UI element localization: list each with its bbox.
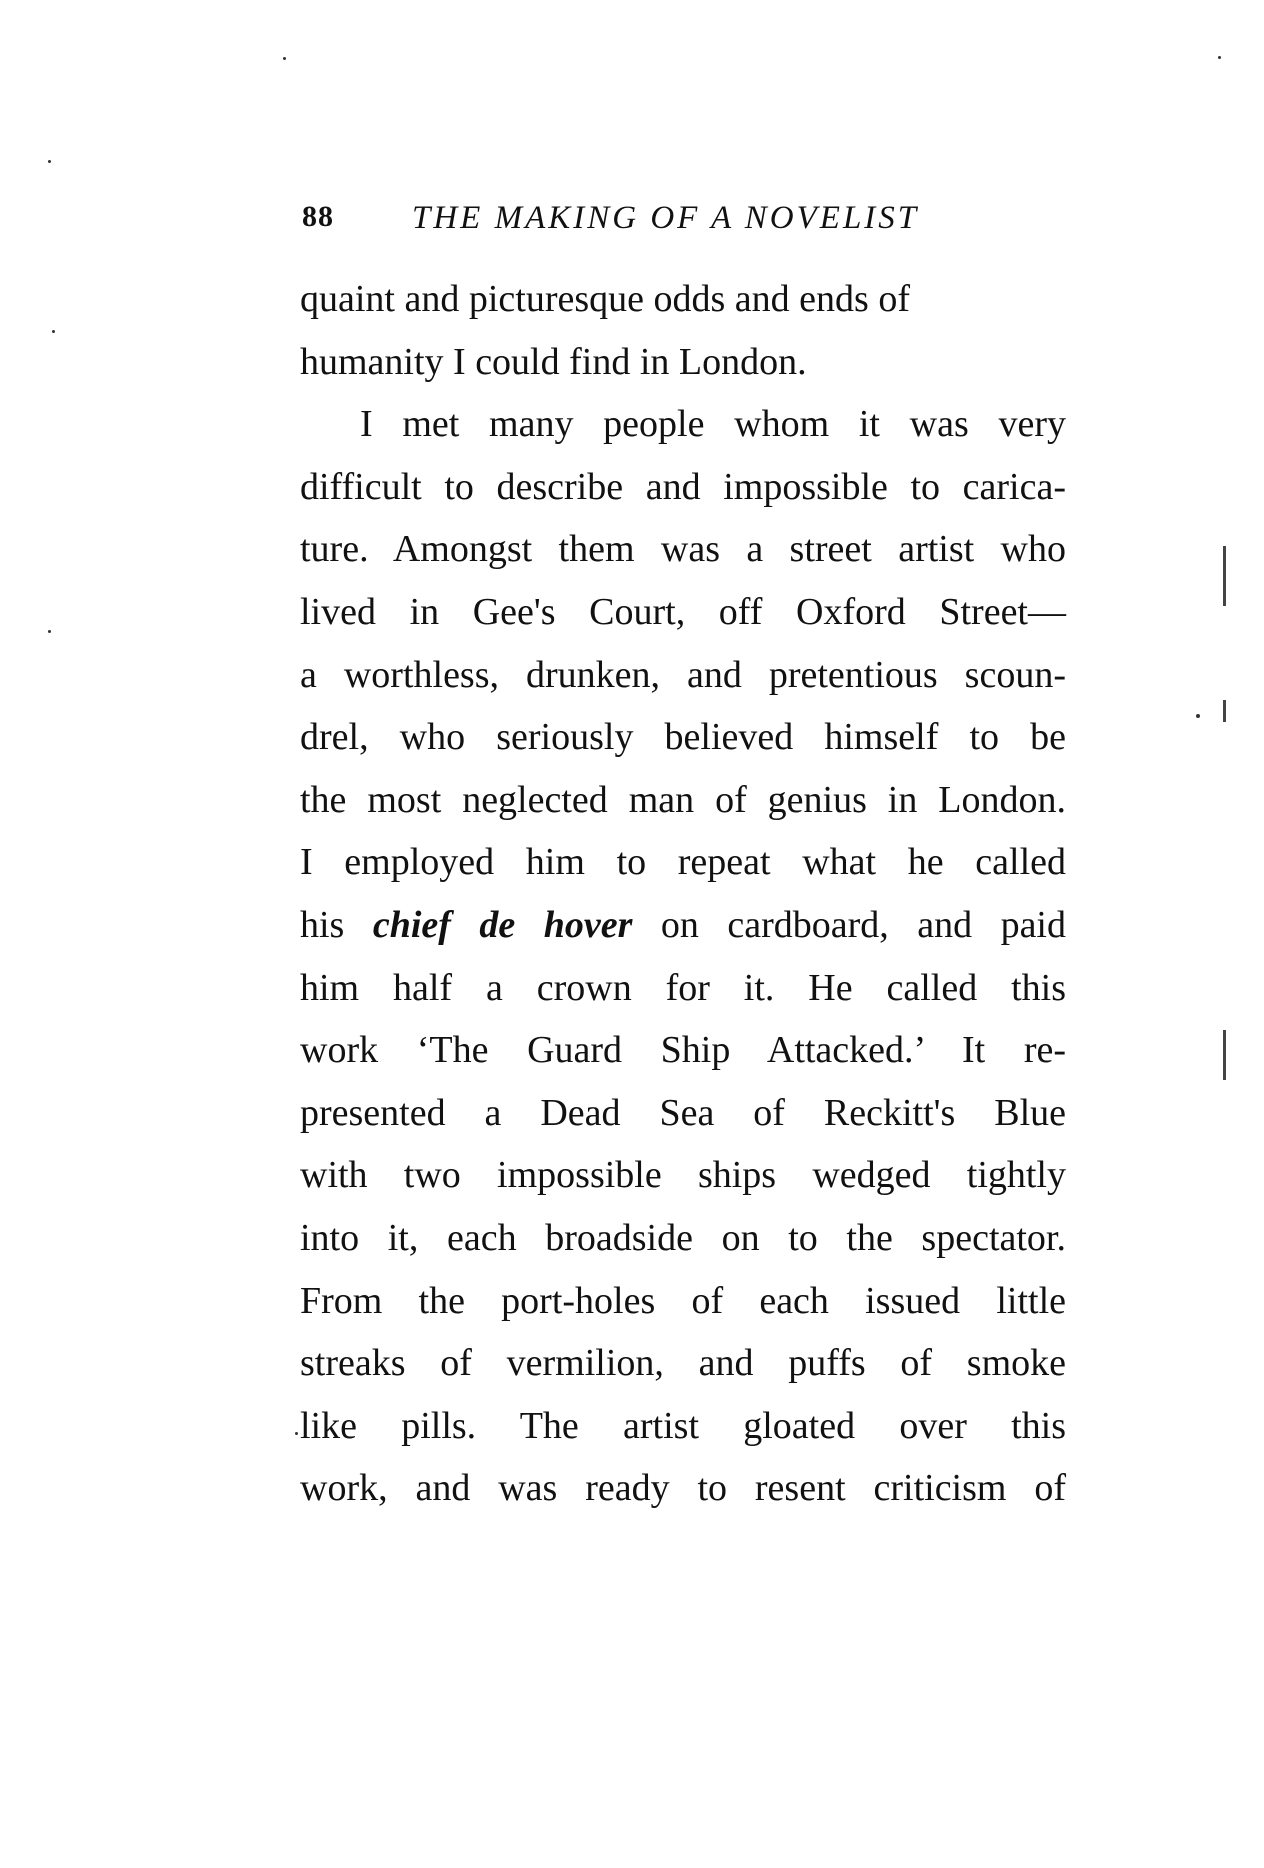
page-header xyxy=(302,200,1072,250)
paragraph-start-line: I met many people whom it was very xyxy=(360,403,1066,446)
scan-speck xyxy=(295,1432,298,1435)
text-line: drel, who seriously believed himself to be xyxy=(300,716,1066,759)
text-line-with-italic xyxy=(300,894,1066,957)
text-line: I employed him to repeat what he called xyxy=(300,841,1066,884)
scan-speck xyxy=(283,57,286,60)
italic-phrase: chief de hover xyxy=(372,903,633,946)
scan-speck xyxy=(1218,56,1221,59)
text-line: quaint and picturesque odds and ends of xyxy=(300,278,910,320)
running-title: THE MAKING OF A NOVELIST xyxy=(412,200,920,236)
text-line: like pills. The artist gloated over this xyxy=(300,1404,1066,1447)
scan-speck xyxy=(48,160,51,163)
scan-edge-mark xyxy=(1223,700,1226,722)
scan-edge-mark xyxy=(1223,1030,1226,1080)
scan-speck xyxy=(52,330,55,333)
page-number: 88 xyxy=(302,200,334,233)
text-line: work, and was ready to resent criticism of xyxy=(300,1467,1066,1510)
text-line: From the port-holes of each issued little xyxy=(300,1279,1066,1322)
text-line: a worthless, drunken, and pretentious scoun- xyxy=(300,653,1066,696)
text-line: presented a Dead Sea of Reckitt's Blue xyxy=(300,1091,1066,1134)
text-line: difficult to describe and impossible to carica- xyxy=(300,465,1066,508)
text-segment: his xyxy=(300,903,373,946)
body-text xyxy=(300,268,1066,1520)
scan-edge-mark xyxy=(1223,546,1226,606)
scan-speck xyxy=(1196,714,1200,718)
text-line: him half a crown for it. He called this xyxy=(300,966,1066,1009)
text-segment: on cardboard, and paid xyxy=(632,903,1066,946)
text-line: streaks of vermilion, and puffs of smoke xyxy=(300,1342,1066,1385)
text-line: with two impossible ships wedged tightly xyxy=(300,1154,1066,1197)
text-line: ture. Amongst them was a street artist who xyxy=(300,528,1066,571)
text-line: the most neglected man of genius in London. xyxy=(300,778,1066,821)
text-line: into it, each broadside on to the spectator. xyxy=(300,1216,1066,1259)
text-line: humanity I could find in London. xyxy=(300,340,807,383)
text-line: work ‘The Guard Ship Attacked.’ It re- xyxy=(300,1029,1066,1072)
text-line: lived in Gee's Court, off Oxford Street— xyxy=(300,590,1066,633)
scan-speck xyxy=(48,630,51,633)
